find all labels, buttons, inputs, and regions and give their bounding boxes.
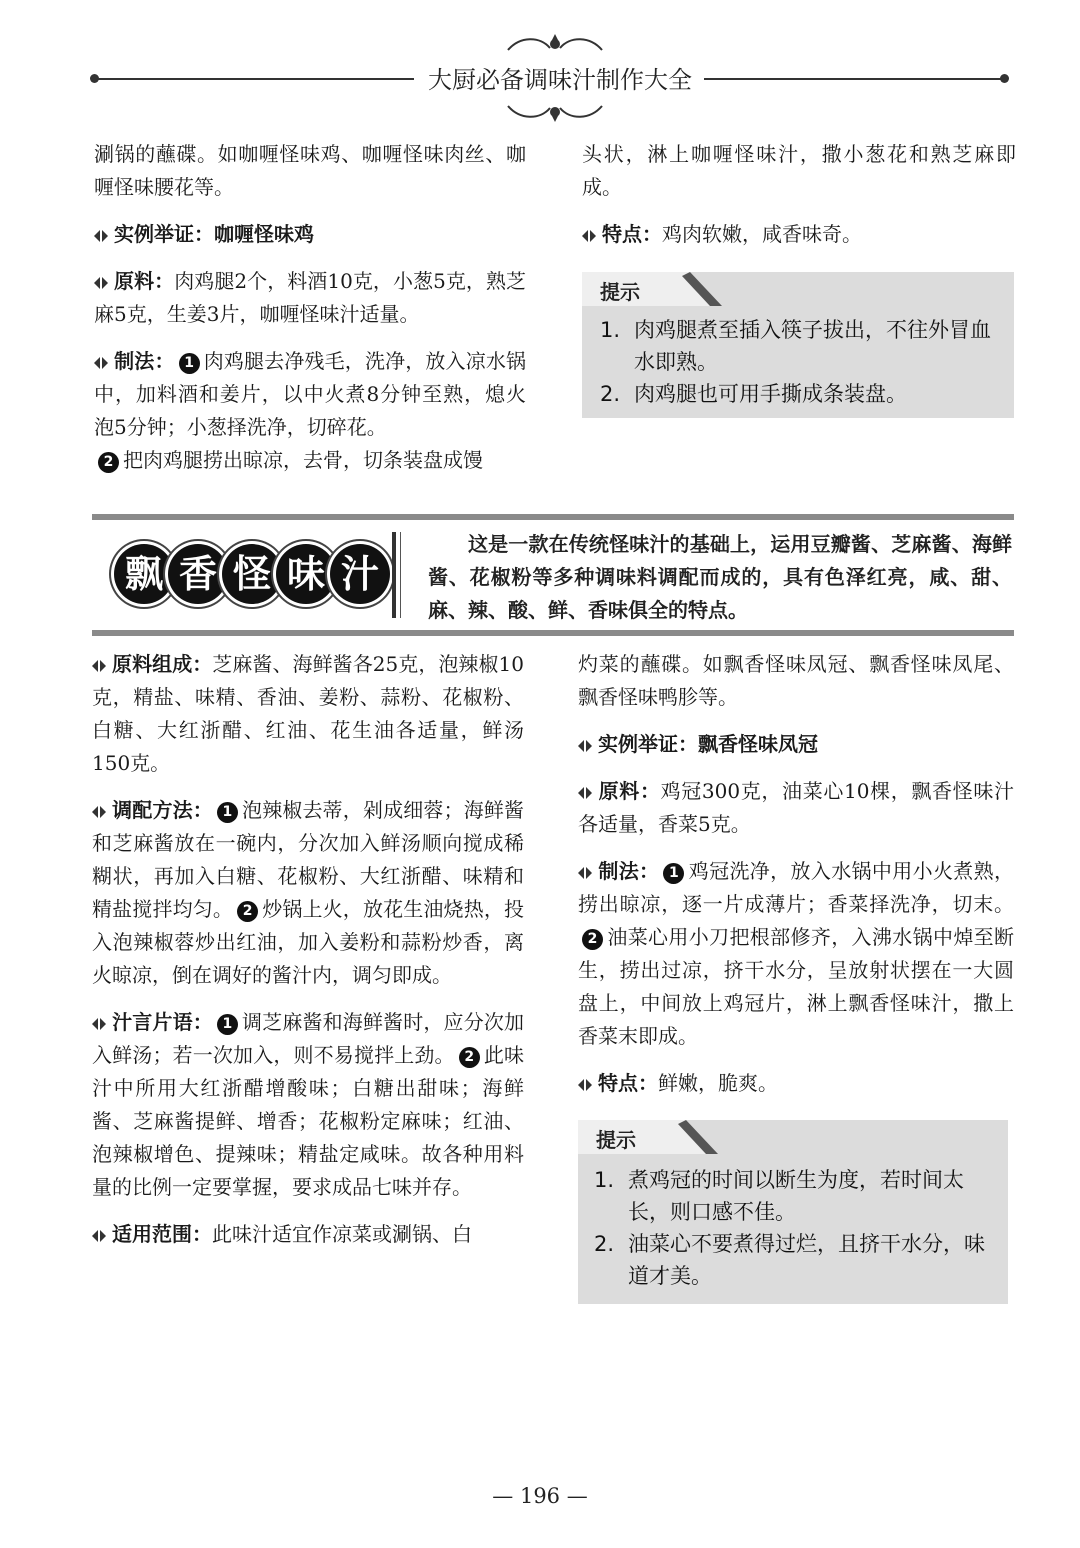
diamond-bullet-icon bbox=[578, 867, 592, 879]
tip-title: 提示 bbox=[600, 280, 640, 304]
title-char: 怪 bbox=[222, 544, 282, 604]
diamond-bullet-icon bbox=[92, 1018, 106, 1030]
method-paragraph bbox=[94, 345, 526, 477]
diamond-bullet-icon bbox=[578, 1079, 592, 1091]
tip-list bbox=[594, 314, 1004, 410]
feature-line bbox=[578, 1067, 1014, 1100]
step-number-2-icon: 2 bbox=[98, 452, 119, 473]
section-title bbox=[114, 544, 384, 604]
bottom-right-column bbox=[578, 648, 1014, 1114]
scope-paragraph bbox=[92, 1218, 524, 1251]
step-number-2-icon: 2 bbox=[237, 901, 258, 922]
header-rule-right bbox=[704, 78, 1004, 80]
feature-label: 特点： bbox=[598, 1071, 658, 1095]
step-number-2-icon: 2 bbox=[459, 1047, 480, 1068]
mixing-label: 调配方法： bbox=[112, 798, 213, 822]
diamond-bullet-icon bbox=[92, 660, 106, 672]
scope-label: 适用范围： bbox=[112, 1222, 212, 1246]
ingredients-label: 原料： bbox=[114, 269, 175, 293]
method-step-2: 油菜心用小刀把根部修齐，入沸水锅中焯至断生，捞出过凉，挤干水分，呈放射状摆在一大圆盘上，中间放上鸡冠片，淋上飘香怪味汁，撒上香菜末即成。 bbox=[578, 925, 1014, 1048]
feature-text: 鲜嫩，脆爽。 bbox=[658, 1071, 778, 1095]
top-right-column bbox=[582, 138, 1016, 265]
ingredients-label: 原料： bbox=[598, 779, 661, 803]
notes-step-1: 调芝麻酱和海鲜酱时，应分次加入鲜汤；若一次加入，则不易搅拌上劲。 bbox=[92, 1010, 525, 1067]
diamond-bullet-icon bbox=[92, 806, 106, 818]
tip-list bbox=[588, 1164, 998, 1292]
method-step-1: 鸡冠洗净，放入水锅中用小火煮熟，捞出晾凉，逐一片成薄片；香菜择洗净，切末。 bbox=[578, 859, 1015, 916]
step-number-1-icon: 1 bbox=[663, 863, 684, 884]
list-item: 1. 煮鸡冠的时间以断生为度，若时间太长，则口感不佳。 bbox=[594, 1168, 964, 1224]
rule-dot-right bbox=[1000, 74, 1009, 83]
method-step-2: 把肉鸡腿捞出晾凉，去骨，切条装盘成馒 bbox=[123, 448, 483, 472]
feature-label: 特点： bbox=[602, 222, 662, 246]
diamond-bullet-icon bbox=[578, 787, 592, 799]
flourish-ornament-icon bbox=[500, 32, 610, 58]
ingredients-paragraph bbox=[578, 775, 1014, 841]
method-paragraph bbox=[578, 855, 1014, 1053]
method-label: 制法： bbox=[114, 349, 175, 373]
diamond-bullet-icon bbox=[94, 357, 108, 369]
ingredients-text: 鸡冠300克，油菜心10棵，飘香怪味汁各适量，香菜5克。 bbox=[578, 779, 1015, 836]
ingredients-paragraph bbox=[94, 265, 526, 331]
step-number-1-icon: 1 bbox=[217, 802, 238, 823]
step-number-1-icon: 1 bbox=[179, 353, 200, 374]
composition-text: 芝麻酱、海鲜酱各25克，泡辣椒10克，精盐、味精、香油、姜粉、蒜粉、花椒粉、白糖、大红浙醋、红油、花生油各适量，鲜汤150克。 bbox=[92, 652, 524, 775]
scope-text: 此味汁适宜作凉菜或涮锅、白 bbox=[212, 1222, 472, 1246]
example-line bbox=[578, 728, 1014, 761]
composition-paragraph bbox=[92, 648, 524, 780]
mixing-step-1: 泡辣椒去蒂，剁成细蓉；海鲜酱和芝麻酱放在一碗内，分次加入鲜汤顺向搅成稀糊状，再加入白糖、花椒粉、大红浙醋、味精和精盐搅拌均匀。 bbox=[92, 798, 525, 921]
step-number-1-icon: 1 bbox=[217, 1014, 238, 1035]
paragraph: 灼菜的蘸碟。如飘香怪味凤冠、飘香怪味凤尾、飘香怪味鸭胗等。 bbox=[578, 652, 1014, 709]
mixing-paragraph bbox=[92, 794, 524, 992]
method-step-1: 肉鸡腿去净残毛，洗净，放入凉水锅中，加料酒和姜片，以中火煮8分钟至熟，熄火泡5分钟；小葱择洗净，切碎花。 bbox=[94, 349, 527, 439]
diamond-bullet-icon bbox=[578, 740, 592, 752]
paragraph: 涮锅的蘸碟。如咖喱怪味鸡、咖喱怪味肉丝、咖喱怪味腰花等。 bbox=[94, 142, 526, 199]
step-number-2-icon: 2 bbox=[582, 929, 603, 950]
title-char: 味 bbox=[276, 544, 336, 604]
book-title: 大厨必备调味汁制作大全 bbox=[428, 66, 692, 94]
notes-label: 汁言片语： bbox=[112, 1010, 213, 1034]
paragraph: 头状，淋上咖喱怪味汁，撒小葱花和熟芝麻即成。 bbox=[582, 142, 1016, 199]
title-char: 香 bbox=[168, 544, 228, 604]
header-rule-left bbox=[96, 78, 414, 80]
title-char: 飘 bbox=[114, 544, 174, 604]
tip-title: 提示 bbox=[596, 1128, 636, 1152]
divider bbox=[92, 630, 1014, 636]
bottom-left-column bbox=[92, 648, 524, 1265]
title-char: 汁 bbox=[330, 544, 390, 604]
tip-box bbox=[582, 272, 1014, 418]
list-item: 2. 油菜心不要煮得过烂，且挤干水分，味道才美。 bbox=[594, 1232, 985, 1288]
top-left-column bbox=[94, 138, 526, 491]
list-item: 1. 肉鸡腿煮至插入筷子拔出，不往外冒血水即熟。 bbox=[600, 318, 991, 374]
diamond-bullet-icon bbox=[94, 230, 108, 242]
example-line bbox=[94, 218, 526, 251]
section-intro: 这是一款在传统怪味汁的基础上，运用豆瓣酱、芝麻酱、海鲜酱、花椒粉等多种调味料调配而成的，具有色泽红亮，咸、甜、麻、辣、酸、鲜、香味俱全的特点。 bbox=[428, 532, 1012, 622]
example-value: 飘香怪味凤冠 bbox=[698, 732, 818, 756]
feature-text: 鸡肉软嫩，咸香味奇。 bbox=[662, 222, 862, 246]
mixing-step-2: 炒锅上火，放花生油烧热，投入泡辣椒蓉炒出红油，加入姜粉和蒜粉炒香，离火晾凉，倒在调好的酱汁内，调匀即成。 bbox=[92, 897, 525, 987]
flourish-ornament-icon bbox=[500, 98, 610, 124]
section-header bbox=[92, 514, 1014, 639]
method-label: 制法： bbox=[598, 859, 660, 883]
example-label: 实例举证： bbox=[114, 222, 214, 246]
feature-line bbox=[582, 218, 1016, 251]
ingredients-text: 肉鸡腿2个，料酒10克，小葱5克，熟芝麻5克，生姜3片，咖喱怪味汁适量。 bbox=[94, 269, 527, 326]
composition-label: 原料组成： bbox=[112, 652, 213, 676]
diamond-bullet-icon bbox=[92, 1230, 106, 1242]
tip-box bbox=[578, 1120, 1008, 1304]
example-value: 咖喱怪味鸡 bbox=[214, 222, 314, 246]
diamond-bullet-icon bbox=[582, 230, 596, 242]
page-header bbox=[0, 0, 1080, 130]
example-label: 实例举证： bbox=[598, 732, 698, 756]
list-item: 2. 肉鸡腿也可用手撕成条装盘。 bbox=[600, 382, 907, 406]
page-number: — 196 — bbox=[492, 1484, 588, 1508]
divider bbox=[92, 514, 1014, 520]
notes-paragraph bbox=[92, 1006, 524, 1204]
diamond-bullet-icon bbox=[94, 277, 108, 289]
divider bbox=[392, 532, 396, 618]
divider bbox=[400, 532, 401, 618]
notes-step-2: 此味汁中所用大红浙醋增酸味；白糖出甜味；海鲜酱、芝麻酱提鲜、增香；花椒粉定麻味；红油、泡辣椒增色、提辣味；精盐定咸味。故各种用料量的比例一定要掌握，要求成品七味并存。 bbox=[92, 1043, 525, 1199]
